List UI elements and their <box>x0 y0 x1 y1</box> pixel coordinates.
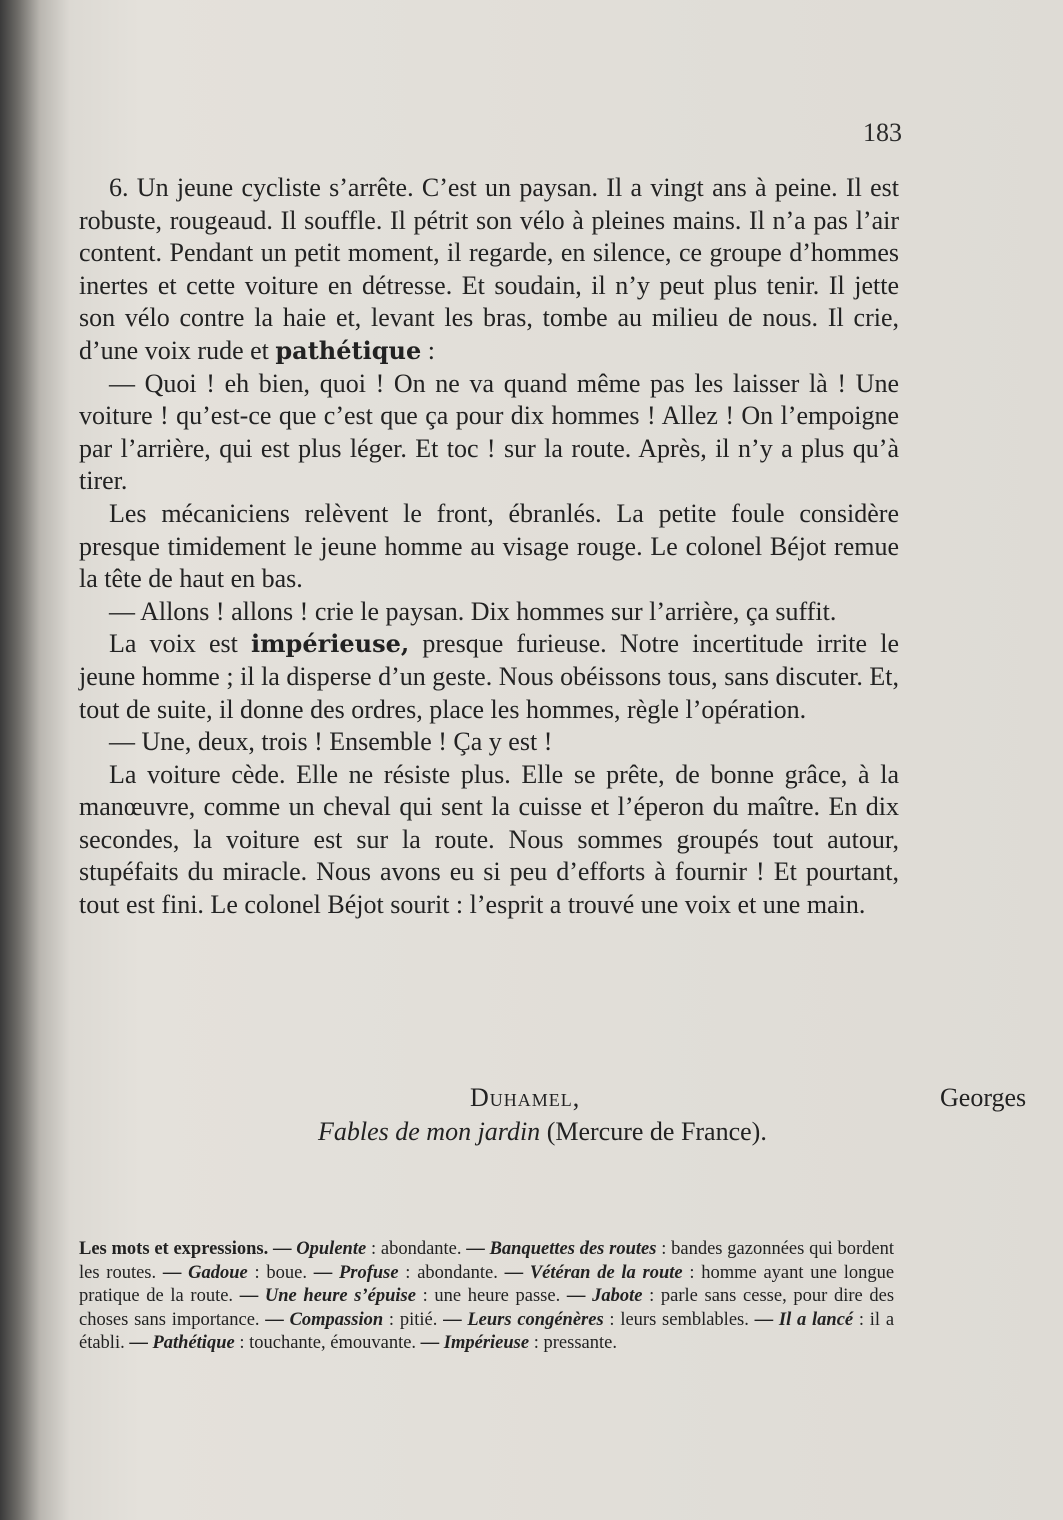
glossary-definition: boue. <box>266 1262 307 1283</box>
glossary-entry: — Une heure s’épuise : une heure passe. <box>233 1286 561 1307</box>
source-citation <box>318 1117 767 1147</box>
glossary-definition: il a établi. <box>79 1309 895 1354</box>
glossary-definition: homme ayant une longue pratique de la route. <box>79 1262 895 1307</box>
glossary-entry: — Opulente : abondante. <box>273 1239 462 1259</box>
emphasis-term: pathétique <box>275 335 422 365</box>
dialogue-paragraph: — Une, deux, trois ! Ensemble ! Ça y est ! <box>109 727 553 757</box>
glossary-term: Pathétique <box>152 1333 235 1354</box>
paragraph-text: La voix est <box>109 629 238 659</box>
dialogue-paragraph: — Allons ! allons ! crie le paysan. Dix hommes sur l’arrière, ça suffit. <box>109 596 837 626</box>
glossary-definition: leurs semblables. <box>620 1309 749 1330</box>
glossary-entry: — Vétéran de la route : homme ayant une longue pratique de la route. <box>79 1262 895 1307</box>
glossary-definition: parle sans cesse, pour dire des choses sans importance. <box>79 1286 895 1330</box>
paragraph: La voiture cède. Elle ne résiste plus. Elle se prête, de bonne grâce, à la manœuvre, comme un cheval qui sent la cuisse et l’éperon du maître. En dix secondes, la voiture est sur la route. Nous sommes groupés tout autour, stupéfaits du miracle. Nous avons eu si peu d’efforts à fournir ! Et pourtant, tout est fini. Le colonel Béjot sourit : l’esprit a trouvé une voix et une main. <box>79 759 899 920</box>
publisher: (Mercure de France). <box>546 1117 767 1146</box>
glossary-definition: abondante. <box>380 1239 462 1259</box>
paragraph: Les mécaniciens relèvent le front, ébranlés. La petite foule considère presque timidement le jeune homme au visage rouge. Le colonel Béjot remue la tête de haut en bas. <box>79 498 899 594</box>
author-last-name: Duhamel <box>470 1083 573 1112</box>
glossary-term: Opulente <box>296 1239 367 1259</box>
emphasis-term: impérieuse, <box>251 629 410 659</box>
author-first-name: Georges <box>940 1083 1027 1112</box>
glossary-entry: — Profuse : abondante. <box>306 1262 498 1283</box>
paragraph <box>79 628 899 726</box>
glossary-entry: — Banquettes des routes : bandes gazonnées qui bordent les routes. <box>79 1239 895 1283</box>
glossary-term: Jabote <box>592 1286 643 1307</box>
glossary-term: Leurs congénères <box>467 1309 604 1330</box>
dialogue-paragraph: — Quoi ! eh bien, quoi ! On ne va quand même pas les laisser là ! Une voiture ! qu’est-ce que c’est que ça pour dix hommes ! Allez ! On l’empoigne par l’arrière, qui est plus léger. Et toc ! sur la route. Après, il n’y a plus qu’à tirer. <box>79 368 899 496</box>
glossary-term: Il a lancé <box>778 1309 854 1330</box>
glossary-definition: pitié. <box>399 1309 438 1330</box>
paragraph-text: 6. Un jeune cycliste s’arrête. C’est un paysan. Il a vingt ans à peine. Il est robuste, rougeaud. Il souffle. Il pétrit son vélo à pleines mains. Il n’a pas l’air content. Pendant un petit moment, il regarde, en silence, ce groupe d’hommes inertes et cette voiture en détresse. Et soudain, il n’y peut plus tenir. Il jette son vélo contre la haie et, levant les bras, tombe au milieu de nous. Il crie, d’une voix rude et <box>79 173 899 365</box>
glossary-definition: abondante. <box>417 1262 498 1283</box>
page-number: 183 <box>863 118 902 147</box>
work-title: Fables de mon jardin <box>318 1117 541 1146</box>
paragraph-text: : <box>421 335 435 365</box>
glossary-entry: — Gadoue : boue. <box>156 1262 307 1283</box>
glossary-term: Banquettes des routes <box>489 1239 657 1259</box>
glossary-term: Impérieuse <box>443 1333 530 1354</box>
paragraph-text: presque furieuse. Notre incertitude irrite le jeune homme ; il la disperse d’un geste. Nous obéissons tous, sans discuter. Et, tout de suite, il donne des ordres, place les hommes, règle l’opération. <box>79 629 900 724</box>
glossary-term: Vétéran de la route <box>529 1262 683 1283</box>
author-name: Georges Duhamel, <box>470 1083 1027 1112</box>
glossary-entry: — Pathétique : touchante, émouvante. <box>124 1333 417 1354</box>
glossary-entry: — Jabote : parle sans cesse, pour dire des choses sans importance. <box>79 1286 895 1330</box>
glossary-entry: — Compassion : pitié. <box>259 1309 438 1330</box>
glossary-heading: Les mots et expressions. <box>79 1239 269 1259</box>
glossary-entry: — Impérieuse : pressante. <box>416 1333 617 1354</box>
glossary-definition: pressante. <box>543 1333 617 1354</box>
glossary-entry: — Il a lancé : il a établi. <box>79 1309 895 1354</box>
glossary-definition: bandes gazonnées qui bordent les routes. <box>79 1239 895 1283</box>
glossary <box>79 1238 894 1356</box>
glossary-term: Compassion <box>289 1309 384 1330</box>
glossary-definition: touchante, émouvante. <box>249 1333 417 1354</box>
glossary-term: Une heure s’épuise <box>264 1286 416 1307</box>
glossary-term: Profuse <box>338 1262 399 1283</box>
glossary-term: Gadoue <box>188 1262 248 1283</box>
paragraph <box>79 172 899 368</box>
body-text <box>79 172 899 922</box>
glossary-definition: une heure passe. <box>434 1286 561 1307</box>
glossary-entry: — Leurs congénères : leurs semblables. <box>437 1309 749 1330</box>
